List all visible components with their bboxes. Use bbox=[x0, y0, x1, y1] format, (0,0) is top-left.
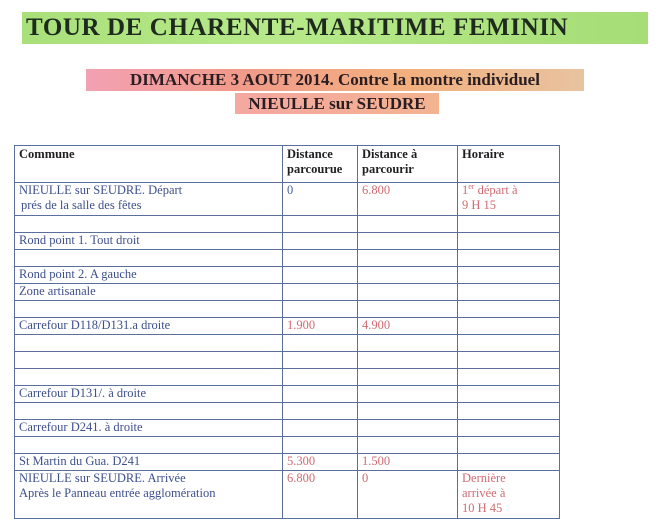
cell-commune: Carrefour D241. à droite bbox=[15, 420, 283, 437]
table-row bbox=[15, 250, 560, 267]
cell-commune: Carrefour D131/. à droite bbox=[15, 386, 283, 403]
header-distance-a-parcourir: Distance à parcourir bbox=[358, 146, 458, 183]
table-row bbox=[15, 403, 560, 420]
table-row bbox=[15, 420, 560, 437]
header-commune: Commune bbox=[15, 146, 283, 183]
cell-a-parcourir: 6.800 bbox=[358, 183, 458, 216]
table-row bbox=[15, 369, 560, 386]
table-row bbox=[15, 454, 560, 471]
title-banner bbox=[22, 12, 648, 44]
cell-commune: Rond point 2. A gauche bbox=[15, 267, 283, 284]
header-horaire: Horaire bbox=[458, 146, 560, 183]
cell-parcourue: 0 bbox=[283, 183, 358, 216]
cell-commune: Zone artisanale bbox=[15, 284, 283, 301]
table-row bbox=[15, 267, 560, 284]
cell-a-parcourir: 1.500 bbox=[358, 454, 458, 471]
table-header-row bbox=[15, 146, 560, 183]
cell-commune: Carrefour D118/D131.a droite bbox=[15, 318, 283, 335]
table-row bbox=[15, 233, 560, 250]
table-row bbox=[15, 318, 560, 335]
cell-commune: NIEULLE sur SEUDRE. Départ prés de la salle des fêtes bbox=[15, 183, 283, 216]
cell-commune: NIEULLE sur SEUDRE. Arrivée Après le Panneau entrée agglomération bbox=[15, 471, 283, 519]
cell-a-parcourir: 4.900 bbox=[358, 318, 458, 335]
table-row bbox=[15, 284, 560, 301]
cell-horaire: Dernière arrivée à 10 H 45 bbox=[458, 471, 560, 519]
cell-commune: Rond point 1. Tout droit bbox=[15, 233, 283, 250]
subtitle-date: DIMANCHE 3 AOUT 2014. Contre la montre individuel bbox=[130, 70, 540, 89]
cell-parcourue: 5.300 bbox=[283, 454, 358, 471]
route-table bbox=[14, 145, 560, 519]
table-row bbox=[15, 183, 560, 216]
table-row bbox=[15, 471, 560, 519]
cell-horaire: 1er départ à 9 H 15 bbox=[458, 183, 560, 216]
table-row bbox=[15, 352, 560, 369]
subtitle-location: NIEULLE sur SEUDRE bbox=[248, 93, 426, 113]
header-distance-parcourue: Distance parcourue bbox=[283, 146, 358, 183]
cell-commune: St Martin du Gua. D241 bbox=[15, 454, 283, 471]
subtitle-banner-date bbox=[86, 69, 584, 91]
table-row bbox=[15, 437, 560, 454]
cell-parcourue: 1.900 bbox=[283, 318, 358, 335]
table-row bbox=[15, 335, 560, 352]
page-title: TOUR DE CHARENTE-MARITIME FEMININ bbox=[26, 14, 569, 41]
table-row bbox=[15, 216, 560, 233]
cell-parcourue: 6.800 bbox=[283, 471, 358, 519]
cell-a-parcourir: 0 bbox=[358, 471, 458, 519]
table-row bbox=[15, 386, 560, 403]
subtitle-banner-location bbox=[235, 93, 439, 114]
table-row bbox=[15, 301, 560, 318]
